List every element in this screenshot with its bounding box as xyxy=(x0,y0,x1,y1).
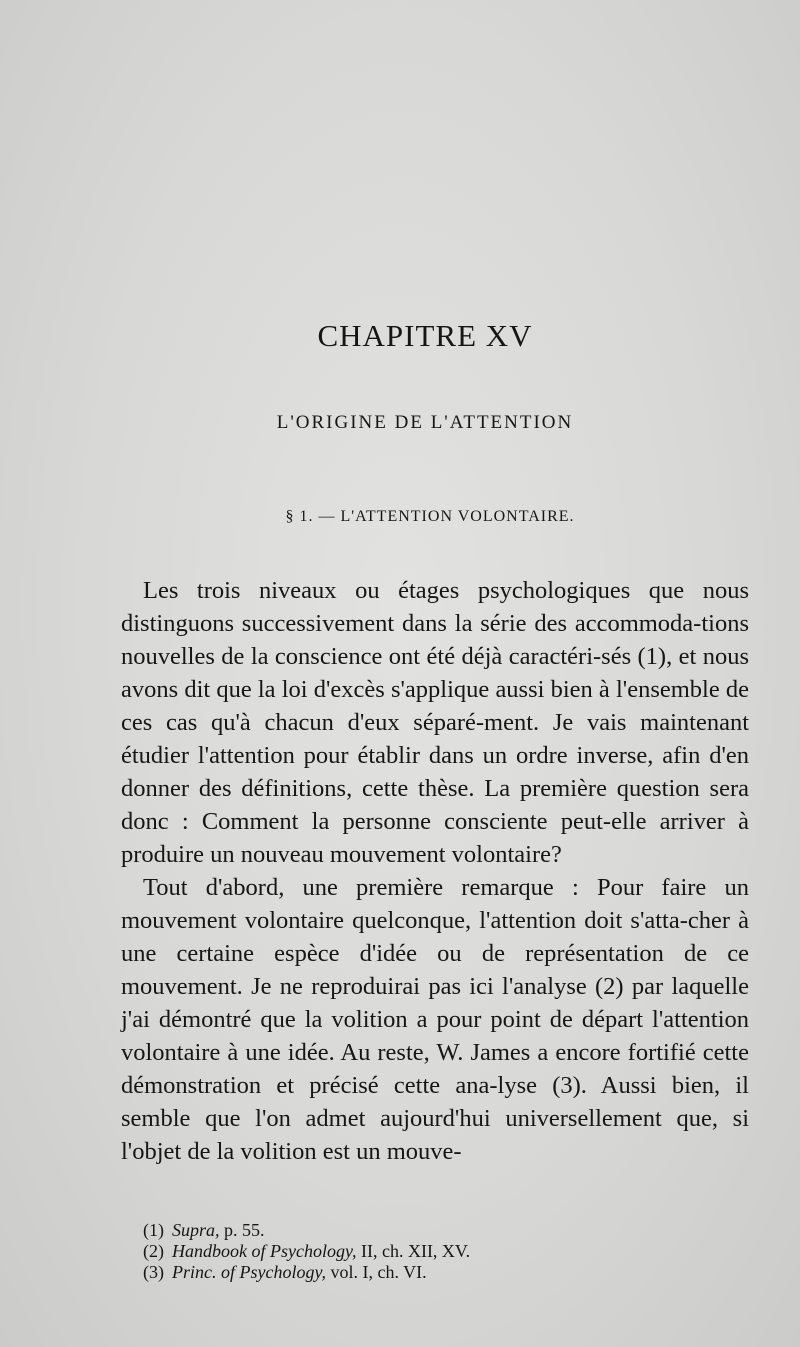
footnote-1 xyxy=(143,1220,470,1241)
footnote-rest: II, ch. XII, XV. xyxy=(360,1241,471,1261)
footnote-number: (3) xyxy=(143,1262,164,1282)
section-heading: § 1. — L'ATTENTION VOLONTAIRE. xyxy=(285,508,575,525)
paragraph-2: Tout d'abord, une première remarque : Pour faire un mouvement volontaire quelconque, l'attention doit s'atta-cher à une certaine espèce d'idée ou de représentation de ce mouvement. Je ne reproduirai pas ici l'analyse (2) par laquelle j'ai démontré que la volition a pour point de départ l'attention volontaire à une idée. Au reste, W. James a encore fortifié cette démonstration et précisé cette ana-lyse (3). Aussi bien, il semble que l'on admet aujourd'hui universellement que, si l'objet de la volition est un mouve- xyxy=(121,874,749,1165)
footnote-number: (1) xyxy=(143,1220,164,1240)
footnote-title: Princ. of Psychology, xyxy=(172,1262,326,1282)
body-text xyxy=(121,574,749,1168)
footnote-rest: vol. I, ch. VI. xyxy=(330,1262,427,1282)
footnote-2 xyxy=(143,1241,470,1262)
footnote-title: Supra, xyxy=(172,1220,220,1240)
paragraph-1: Les trois niveaux ou étages psychologiques que nous distinguons successivement dans la série des accommoda-tions nouvelles de la conscience ont été déjà caractéri-sés (1), et nous avons dit que la loi d'excès s'applique aussi bien à l'ensemble de ces cas qu'à chacun d'eux séparé-ment. Je vais maintenant étudier l'attention pour établir dans un ordre inverse, afin d'en donner des définitions, cette thèse. La première question sera donc : Comment la personne consciente peut-elle arriver à produire un nouveau mouvement volontaire? xyxy=(121,577,749,868)
footnote-rest: p. 55. xyxy=(224,1220,265,1240)
chapter-subtitle: L'ORIGINE DE L'ATTENTION xyxy=(276,412,574,433)
footnote-title: Handbook of Psychology, xyxy=(172,1241,357,1261)
footnote-3 xyxy=(143,1262,470,1283)
footnote-number: (2) xyxy=(143,1241,164,1261)
chapter-title: CHAPITRE XV xyxy=(317,318,533,353)
footnotes xyxy=(143,1220,470,1283)
